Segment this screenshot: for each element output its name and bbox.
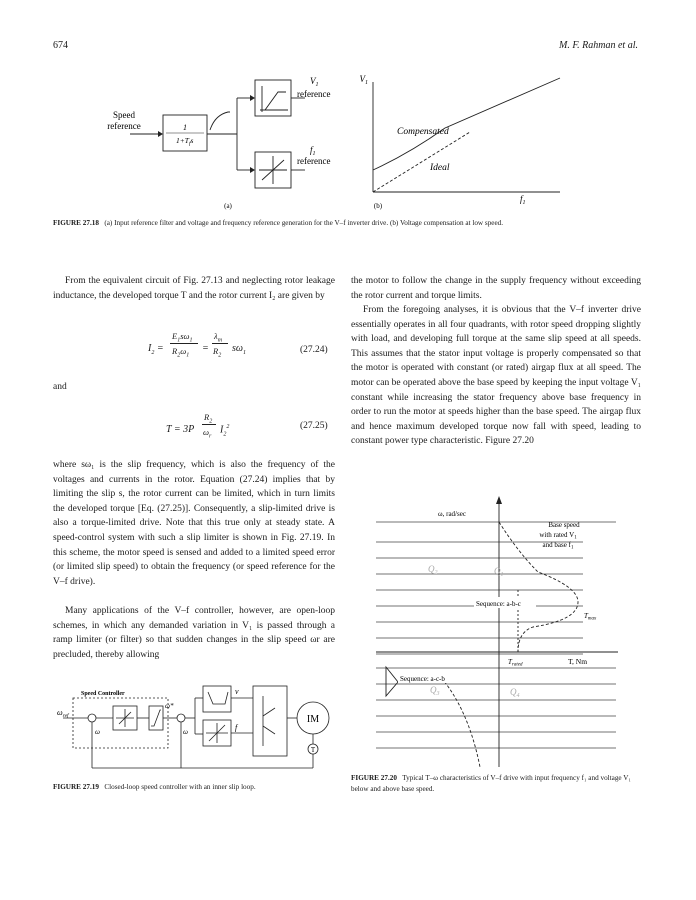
right-paragraph-2: From the foregoing analyses, it is obvious that the V–f inverter drive essentially operates in all four quadrants, with rotor speed dropping slightly with load, and developing full torque at the same slip speed at all speeds. This assumes that the stator input voltage is properly compensated so that the motor is operated with constant (or rated) airgap flux at all speed. The motor can be operated above the base speed by keeping the input voltage V₁ constant while increasing the stator frequency above base frequency in order to run the motor at speeds higher than the base speed. The airgap flux and hence maximum developed torque now fall with speed, leading to constant power type characteristic. Figure 27.20 (351, 305, 641, 447)
speed-reference-label-2: reference (107, 121, 141, 131)
axis-x-label: $f_1$ (520, 194, 526, 206)
speed-controller-label: Speed Controller (81, 691, 125, 697)
figure-27-20-caption (351, 773, 641, 795)
caption-label: FIGURE 27.18 (53, 219, 99, 227)
caption-label: FIGURE 27.20 (351, 774, 397, 782)
equation-27-25-number: (27.25) (300, 421, 328, 431)
left-paragraph-3: Many applications of the V–f controller, however, are open-loop schemes, in which any demanded variation in V₁ is passed through a ramp limiter (or filter) so that sudden changes in the slip speed ωr are precluded, thereby allowing (53, 606, 335, 660)
v-label: v (235, 687, 239, 696)
voltage-ref-block (255, 80, 291, 116)
voltage-ref-curve (260, 92, 286, 110)
inverter-block (253, 686, 287, 756)
omega-ref-label: $\omega_{ref}$ (57, 708, 69, 719)
fig19-diagram (63, 686, 329, 768)
base-speed-3: and base $f_1$ (542, 541, 574, 551)
tmax-label: $T_{max}$ (584, 612, 597, 622)
vref-label: reference (297, 89, 331, 99)
caption-text: Closed-loop speed controller with an inner slip loop. (104, 783, 256, 791)
sequence-abc: Sequence: a-b-c (476, 600, 521, 608)
slip-limiter-block (149, 706, 163, 730)
ideal-line (373, 132, 470, 192)
compensated-label: Compensated (397, 127, 449, 137)
caption-text: Typical T–ω characteristics of V–f drive with input frequency f₁ and voltage V₁ below and above base speed. (351, 774, 631, 793)
and-text: and (53, 382, 67, 392)
caption-text: (a) Input reference filter and voltage and frequency reference generation for the V–f inverter drive. (b) Voltage compensation at low speed. (104, 219, 504, 227)
fref-symbol: $f_1$ (310, 145, 316, 157)
motor-label: IM (306, 714, 320, 725)
v-ref-block (203, 686, 231, 712)
quadrant-q3: $Q_3$ (430, 685, 440, 697)
fref-label: reference (297, 156, 331, 166)
filter-denominator: $1+T_fs$ (176, 136, 194, 147)
tacho-label: T (310, 746, 316, 754)
axis-y-label: $V_1$ (359, 74, 368, 86)
trated-label: $T_{rated}$ (508, 658, 523, 668)
label-b: (b) (373, 202, 383, 210)
speed-reference-label-1: Speed (113, 110, 135, 120)
caption-label: FIGURE 27.19 (53, 783, 99, 791)
figure-27-20 (368, 492, 628, 770)
left-paragraph-1: From the equivalent circuit of Fig. 27.13 and neglecting rotor leakage inductance, the developed torque T and the rotor current I₂ are given by (53, 276, 335, 301)
equation-27-24-number: (27.24) (300, 345, 328, 355)
filter-numerator: 1 (183, 123, 187, 132)
q3-triangle (386, 667, 398, 696)
right-paragraph-1: the motor to follow the change in the supply frequency without exceeding the rotor current and torque limits. (351, 276, 641, 301)
ideal-label: Ideal (430, 163, 450, 173)
omega-star-label: ω* (165, 702, 174, 710)
figure-27-18-caption (53, 218, 643, 229)
quadrant-q4: $Q_4$ (510, 687, 520, 699)
sequence-acb: Sequence: a-c-b (400, 675, 445, 683)
vref-symbol: $V_1$ (310, 76, 319, 88)
omega-feedback-2: ω (183, 728, 188, 736)
compensated-curve (373, 78, 560, 170)
fig18a-diagram (130, 80, 305, 188)
quadrant-q2: $Q_2$ (428, 564, 438, 576)
torque-axis-label: T, Nm (568, 657, 588, 666)
running-header-authors: M. F. Rahman et al. (559, 40, 638, 51)
q3-envelope (438, 674, 480, 767)
omega-axis-arrow (496, 496, 502, 504)
quadrant-q1: $Q_1$ (494, 566, 504, 578)
arrow-head (158, 131, 163, 137)
fig20-load-lines (376, 522, 616, 748)
page-number: 674 (53, 40, 68, 51)
f-label: f (235, 723, 238, 732)
filter-step-response (210, 112, 230, 130)
omega-axis-label: ω, rad/sec (438, 510, 466, 518)
summing-junction-1 (88, 714, 96, 722)
figure-27-18 (100, 70, 590, 212)
fig20-axes (376, 496, 618, 767)
summing-junction-2 (177, 714, 185, 722)
omega-feedback-1: ω (95, 728, 100, 736)
figure-27-19-caption (53, 782, 343, 793)
left-paragraph-2: where sω₁ is the slip frequency, which is also the frequency of the voltages and currents in the rotor. Equation (27.24) implies that by limiting the slip s, the rotor current can be limited, which in turn limits the developed torque [Eq. (27.25)]. Consequently, a slip-limited drive is also a torque-limited drive. Note that this true only at steady state. A speed-control system with such a slip limiter is shown in Fig. 27.19. In this scheme, the motor speed is sensed and added to a limited speed error (or limited slip speed) to obtain the frequency (or speed reference for the V–f drive). (53, 460, 335, 587)
figure-27-19 (53, 678, 343, 774)
base-speed-1: Base speed (548, 521, 580, 529)
label-a: (a) (224, 202, 232, 210)
base-speed-2: with rated $V_1$ (539, 531, 577, 541)
